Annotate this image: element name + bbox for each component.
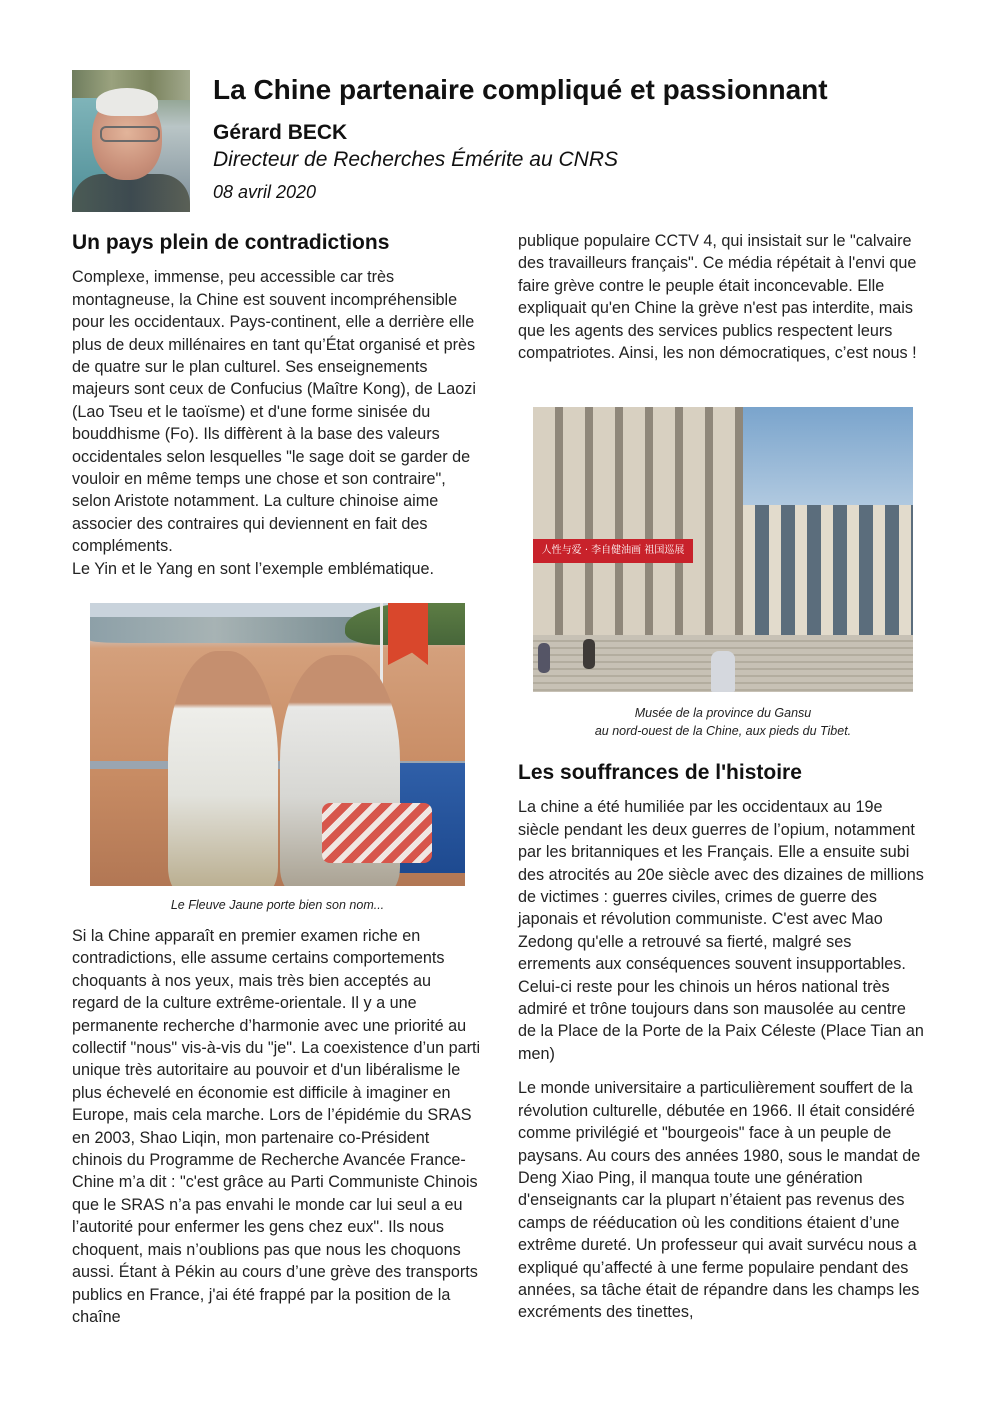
paragraph: Le Yin et le Yang en sont l’exemple emblématique. [72,559,435,578]
right-column-bottom [518,762,928,1324]
section-heading-contradictions: Un pays plein de contradictions [72,231,390,254]
author-name: Gérard BECK [213,121,348,144]
publication-date: 08 avril 2020 [213,182,317,202]
article-title: La Chine partenaire compliqué et passionnant [213,74,828,105]
yellow-river-photo [90,603,465,886]
author-photo [72,70,190,212]
right-column-top [518,230,928,364]
section-heading-history: Les souffrances de l'histoire [518,761,802,784]
paragraph: Complexe, immense, peu accessible car très montagneuse, la Chine est souvent incompréhensible pour les occidentaux. Pays-continent, elle a derrière elle plus de deux millénaires en tant qu’État organisé et près de quatre sur le plan culturel. Ses enseignements majeurs sont ceux de Confucius (Maître Kong), de Laozi (Lao Tseu et le taoïsme) et d'une forme sinisée du bouddhisme (Fo). Ils diffèrent à la base des valeurs occidentales selon lesquelles "le sage doit se garder de vouloir en même temps une chose et son contraire", selon Aristote notamment. La culture chinoise aime associer des contraires qui deviennent en fait des compléments. [72,268,476,556]
museum-banner: 人性与爱 · 李自健油画 祖国巡展 [533,539,693,563]
photo-caption: Musée de la province du Gansu au nord-ouest de la Chine, aux pieds du Tibet. [594,706,852,738]
left-column-top [72,232,482,580]
left-column-bottom [72,925,482,1328]
paragraph: publique populaire CCTV 4, qui insistait sur le "calvaire des travailleurs français". Ce média répétait à l'envi que faire grève contre le peuple était inconcevable. Elle expliquait qu'en Chine la grève n'est pas interdite, mais que les agents des services publics respectent leurs compatriotes. Ainsi, les non démocratiques, c’est nous ! [518,232,917,363]
photo-caption: Le Fleuve Jaune porte bien son nom... [170,898,385,912]
paragraph: Le monde universitaire a particulièrement souffert de la révolution culturelle, débutée en 1966. Il était considéré comme privilégié et "bourgeois" face à un peuple de paysans. Au cours des années 1980, sous le mandat de Deng Xiao Ping, il manqua toute une génération d'enseignants car la plupart n’étaient pas revenus des camps de rééducation où les conditions étaient d’une extrême dureté. Un professeur qui avait survécu nous a expliqué qu’affecté à une ferme populaire pendant des années, sa tâche était de répandre dans les champs les excréments des tinettes, [518,1079,921,1322]
gansu-museum-photo [533,407,913,692]
paragraph: Si la Chine apparaît en premier examen riche en contradictions, elle assume certains comportements choquants à nos yeux, mais très bien acceptés au regard de la culture extrême-orientale. Il y a une permanente recherche d’harmonie avec une priorité au collectif "nous" vis-à-vis du "je". La coexistence d’un parti unique très autoritaire au pouvoir et d'un libéralisme le plus échevelé en économie est difficile à imaginer en Europe, mais cela marche. Lors de l’épidémie du SRAS en 2003, Shao Liqin, mon partenaire co-Président chinois du Programme de Recherche Avancée France-Chine m’a dit : "c'est grâce au Parti Communiste Chinois que le SRAS n’a pas envahi le monde car lui seul a eu l’autorité pour enfermer les gens chez eux". Ils nous choquent, mais n’oublions pas que nous les choquons aussi. Étant à Pékin au cours d’une grève des transports publics en France, j'ai été frappé par la position de la chaîne [72,927,481,1326]
author-role: Directeur de Recherches Émérite au CNRS [213,148,618,171]
paragraph: La chine a été humiliée par les occidentaux au 19e siècle pendant les deux guerres de l’opium, notamment par les britanniques et les Français. Elle a ensuite subi des atrocités au 20e siècle avec des dizaines de millions de victimes : guerres civiles, crimes de guerre des japonais et révolution communiste. C'est avec Mao Zedong qu'elle a retrouvé sa fierté, malgré ses errements aux conséquences souvent insupportables. Celui-ci reste pour les chinois un héros national très admiré et trône toujours dans son mausolée au centre de la Place de la Porte de la Paix Céleste (Place Tian an men) [518,798,924,1063]
